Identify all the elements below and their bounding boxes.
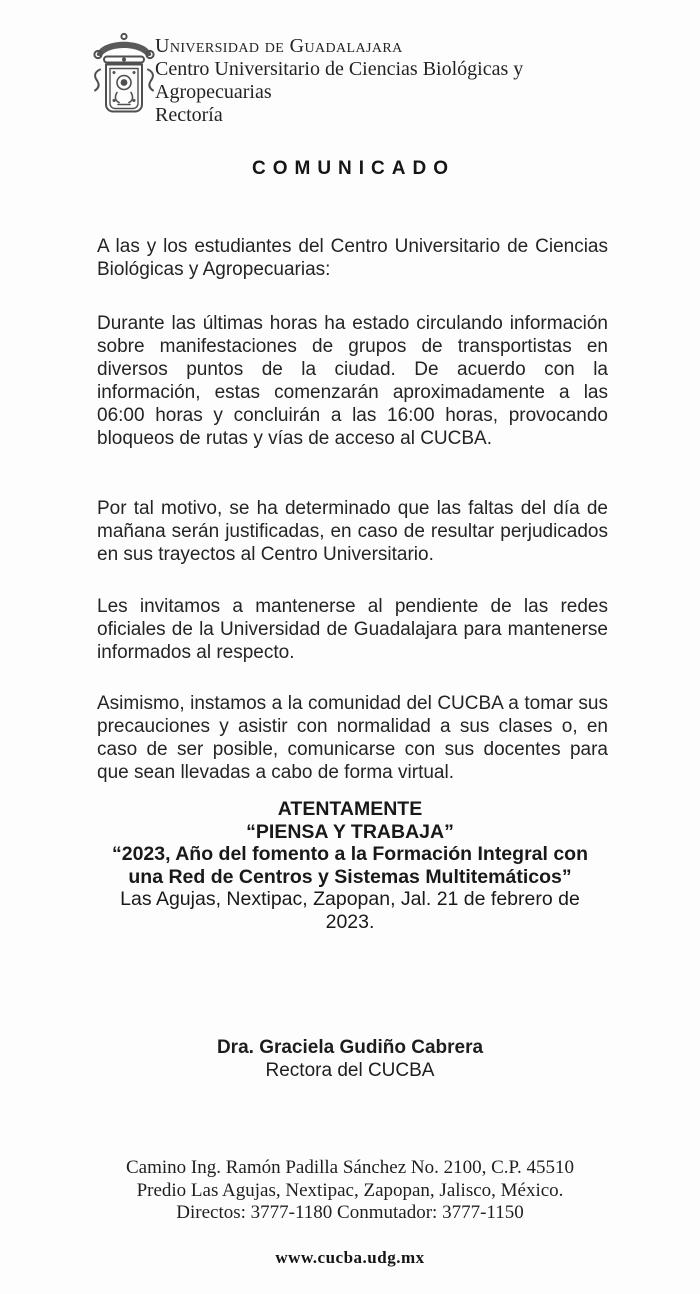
- office-name: Rectoría: [155, 104, 223, 126]
- salutation-paragraph: A las y los estudiantes del Centro Universitario de Ciencias Biológicas y Agropecuarias:: [97, 236, 608, 280]
- footer-address-line-3: Directos: 3777-1180 Conmutador: 3777-1150: [176, 1202, 524, 1223]
- center-name-line-2: Agropecuarias: [155, 81, 272, 103]
- university-name: Universidad de Guadalajara: [155, 35, 403, 57]
- body-paragraph-2: Durante las últimas horas ha estado circulando información sobre manifestaciones de grupos de transportistas en diversos puntos de la ciudad. De acuerdo con la información, estas comenzarán aproximadamente a las 06:00 horas y concluirán a las 16:00 horas, provocando bloqueos de rutas y vías de acceso al CUCBA.: [97, 313, 608, 449]
- closing-year-legend-line-1: “2023, Año del fomento a la Formación Integral con: [111, 843, 589, 865]
- letterhead-text: [155, 35, 620, 127]
- closing-motto: “PIENSA Y TRABAJA”: [246, 820, 454, 843]
- closing-year-legend-line-2: una Red de Centros y Sistemas Multitemáticos”: [128, 865, 572, 888]
- body-paragraph-5: Asimismo, instamos a la comunidad del CUCBA a tomar sus precauciones y asistir con normalidad a sus clases o, en caso de ser posible, comunicarse con sus docentes para que sean llevadas a cabo de forma virtual.: [97, 693, 608, 783]
- body-paragraph-3: Por tal motivo, se ha determinado que las faltas del día de mañana serán justificadas, en caso de resultar perjudicados en sus trayectos al Centro Universitario.: [97, 498, 608, 565]
- center-name-line-1: Centro Universitario de Ciencias Biológicas y: [155, 58, 524, 80]
- footer-website: www.cucba.udg.mx: [275, 1248, 425, 1267]
- body-paragraph-4: Les invitamos a mantenerse al pendiente de las redes oficiales de la Universidad de Guadalajara para mantenerse informados al respecto.: [97, 596, 608, 663]
- signature-title: Rectora del CUCBA: [265, 1060, 435, 1081]
- footer-address-line-1: Camino Ing. Ramón Padilla Sánchez No. 2100, C.P. 45510: [125, 1157, 575, 1178]
- document-title: COMUNICADO: [252, 158, 455, 179]
- footer-address: [0, 1157, 700, 1225]
- signature-block: [0, 1036, 700, 1082]
- closing-place-date-line-2: 2023.: [325, 910, 375, 933]
- closing-salutation: ATENTAMENTE: [277, 798, 423, 820]
- closing-block: [88, 798, 612, 933]
- closing-place-date-line-1: Las Agujas, Nextipac, Zapopan, Jal. 21 de febrero de: [120, 888, 580, 910]
- signature-name: Dra. Graciela Gudiño Cabrera: [216, 1037, 484, 1058]
- footer-address-line-2: Predio Las Agujas, Nextipac, Zapopan, Jalisco, México.: [136, 1179, 564, 1201]
- udg-crest-icon: [87, 31, 161, 124]
